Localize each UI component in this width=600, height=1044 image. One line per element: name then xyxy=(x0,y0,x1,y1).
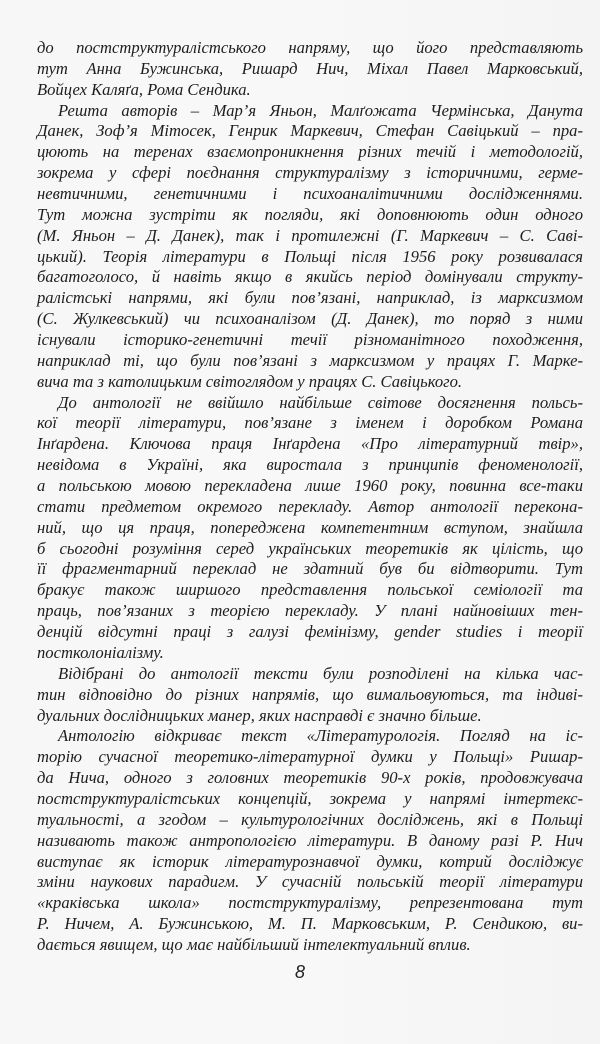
text-line: цюють на теренах взаємопроникнення різних течій і методологій, xyxy=(37,142,583,162)
text-line: Р. Ничем, А. Бужинською, М. П. Марковським, Р. Сендикою, ви- xyxy=(37,914,583,934)
text-line: невідома в Україні, яка виростала з принципів феноменології, xyxy=(37,455,583,475)
paragraph xyxy=(37,726,583,955)
text-line: Решта авторів – Мар’я Яньон, Малґожата Чермінська, Данута xyxy=(58,100,583,120)
paragraph xyxy=(37,38,583,101)
text-line: зокрема у сфері поєднання структуралізму з історичними, герме- xyxy=(37,163,583,183)
text-line: ралістські напрями, які були пов’язані, наприклад, із марксизмом xyxy=(37,288,583,308)
text-line: тут Анна Бужинська, Ришард Нич, Міхал Павел Марковський, xyxy=(37,58,583,78)
text-line: дається явищем, що має найбільший інтелектуальний вплив. xyxy=(37,934,471,954)
text-line: денцій відсутні праці з галузі фемінізму, gender studies і теорії xyxy=(37,622,583,642)
text-line: Войцех Каляґа, Рома Сендика. xyxy=(37,79,251,99)
text-line: виступає як історик літературознавчої думки, котрий досліджує xyxy=(37,851,583,871)
text-line: тин відповідно до різних напрямів, що вимальовуються, та індиві- xyxy=(37,684,583,704)
body-text xyxy=(37,38,583,956)
text-line: до постструктуралістського напряму, що його представляють xyxy=(37,38,583,57)
paragraph xyxy=(37,393,583,664)
text-line: Тут можна зустріти як погляди, які доповнюють один одного xyxy=(37,204,583,224)
text-line: її фрагментарний переклад не здатний був би відтворити. Тут xyxy=(37,559,583,579)
text-line: постколоніалізму. xyxy=(37,642,164,662)
text-line: називають також антропологією літератури. В даному разі Р. Нич xyxy=(37,830,583,850)
text-line: бракує також ширшого представлення польської семіології та xyxy=(37,580,583,600)
text-line: торію сучасної теоретико-літературної думки у Польщі» Ришар- xyxy=(37,747,583,767)
paragraph xyxy=(37,664,583,727)
text-line: (М. Яньон – Д. Данек), так і протилежні (Г. Маркевич – С. Саві- xyxy=(37,225,583,245)
text-line: багатоголосо, й навіть якщо в якийсь період домінували структу- xyxy=(37,267,583,287)
text-line: наприклад ті, що були пов’язані з марксизмом у працях Г. Марке- xyxy=(37,350,583,370)
text-line: цький). Теорія літератури в Польщі після 1956 року розвивалася xyxy=(37,246,583,266)
text-line: вича та з католицьким світоглядом у працях С. Савіцького. xyxy=(37,371,463,391)
text-line: Відібрані до антології тексти були розподілені на кілька час- xyxy=(58,663,583,683)
text-line: невтичними, генетичними і психоаналітичними дослідженнями. xyxy=(37,184,583,204)
text-line: зміни наукових парадигм. У сучасній польській теорії літератури xyxy=(37,872,583,892)
text-line: постструктуралістських концепцій, зокрема у напрямі інтертекс- xyxy=(37,788,583,808)
text-line: дуальних дослідницьких манер, яких насправді є значно більше. xyxy=(37,705,482,725)
text-line: Данек, Зоф’я Мітосек, Генрик Маркевич, Стефан Савіцький – пра- xyxy=(37,121,583,141)
text-line: да Нича, одного з головних теоретиків 90-х років, продовжувача xyxy=(37,768,583,788)
text-line: «краківська школа» постструктуралізму, репрезентована тут xyxy=(37,893,583,913)
text-line: До антології не ввійшло найбільше світове досягнення польсь- xyxy=(58,392,583,412)
text-line: стати предметом окремого перекладу. Автор антології перекона- xyxy=(37,496,583,516)
text-line: існували історико-генетичні течії різноманітного походження, xyxy=(37,330,583,350)
text-line: б сьогодні розуміння серед українських теоретиків як цілість, що xyxy=(37,538,583,558)
text-line: туальності, а згодом – культурологічних досліджень, які в Польщі xyxy=(37,809,583,829)
text-line: а польською мовою перекладена лише 1960 року, повинна все-таки xyxy=(37,476,583,496)
text-line: праць, пов’язаних з теорією перекладу. У плані найновіших тен- xyxy=(37,601,583,621)
text-line: (С. Жулкевський) чи психоаналізом (Д. Данек), то поряд з ними xyxy=(37,309,583,329)
page-number: 8 xyxy=(294,962,305,982)
text-line: Інґардена. Ключова праця Інґардена «Про літературний твір», xyxy=(37,434,583,454)
text-line: кої теорії літератури, пов’язане з іменем і доробком Романа xyxy=(37,413,583,433)
paragraph xyxy=(37,101,583,393)
text-line: ний, що ця праця, попереджена компетентним вступом, знайшла xyxy=(37,517,583,537)
text-line: Антологію відкриває текст «Літературологія. Погляд на іс- xyxy=(58,726,583,746)
